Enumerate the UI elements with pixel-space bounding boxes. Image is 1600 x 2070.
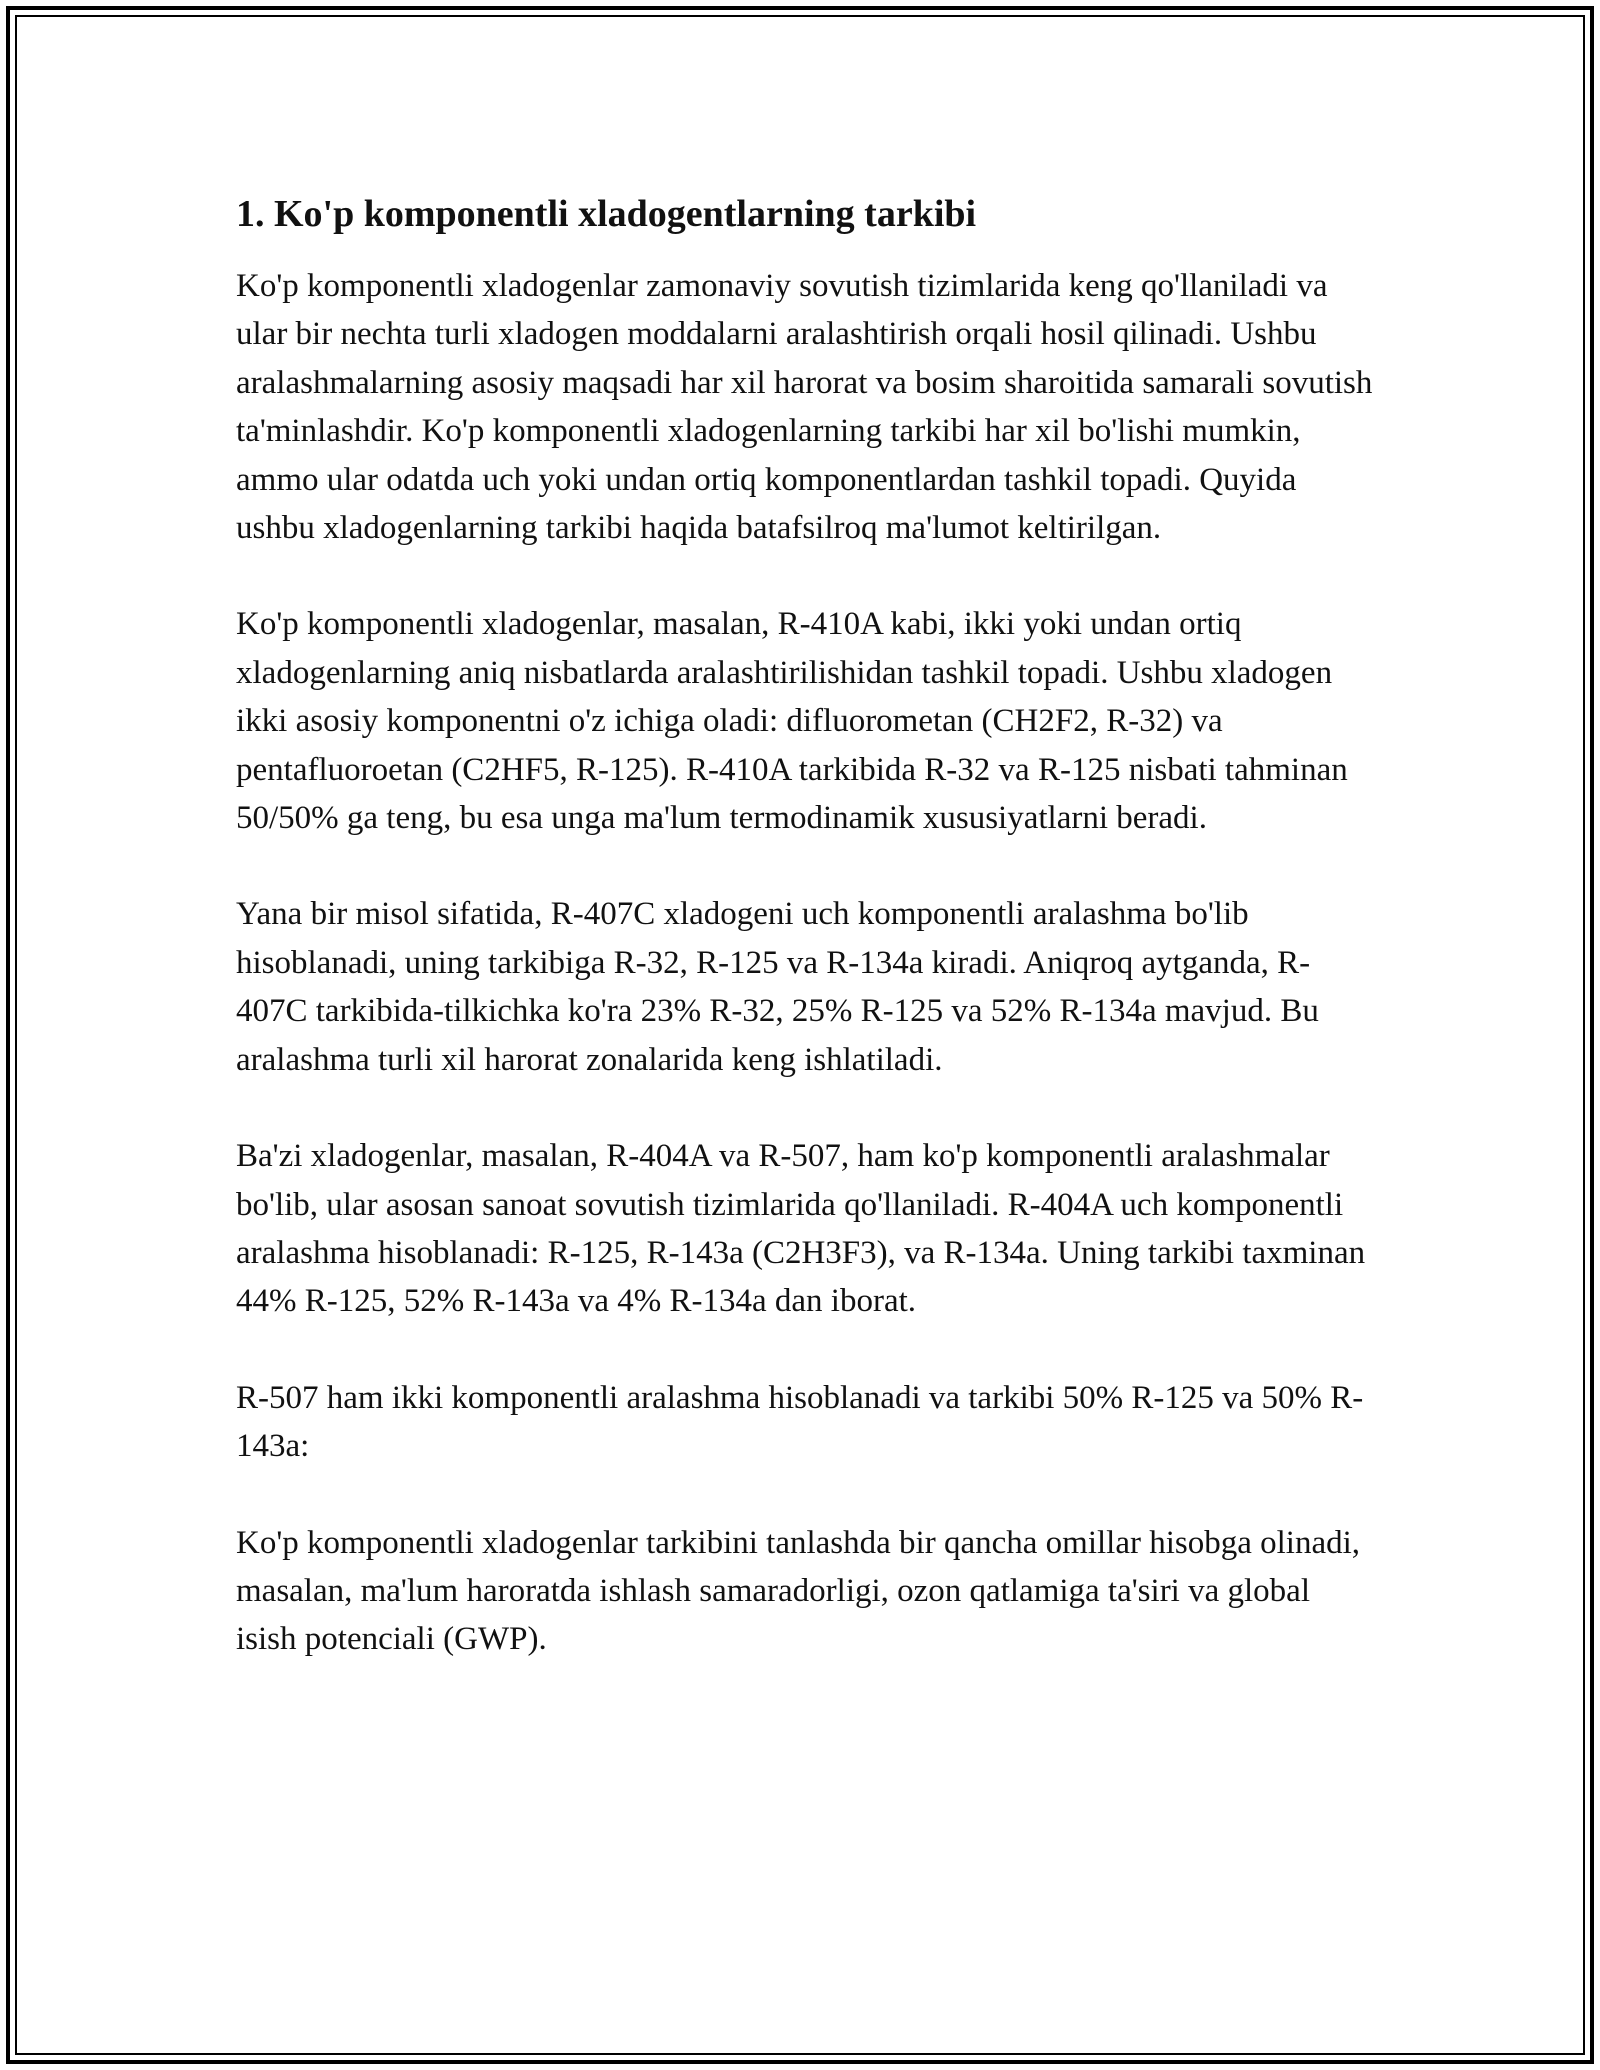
document-body (236, 188, 1376, 1712)
paragraph-r507: R-507 ham ikki komponentli aralashma hisoblanadi va tarkibi 50% R-125 va 50% R-143a: (236, 1379, 1364, 1465)
paragraph-r404a: Ba'zi xladogenlar, masalan, R-404A va R-507, ham ko'p komponentli aralashmalar bo'lib, ular asosan sanoat sovutish tizimlarida qo'llaniladi. R-404A uch komponentli aralashma hisoblanadi: R-125, R-143a (C2H3F3), va R-134a. Uning tarkibi taxminan 44% R-125, 52% R-143a va 4% R-134a dan iborat. (236, 1138, 1366, 1320)
paragraph-r407c: Yana bir misol sifatida, R-407C xladogeni uch komponentli aralashma bo'lib hisoblanadi, uning tarkibiga R-32, R-125 va R-134a kiradi. Aniqroq aytganda, R-407C tarkibida-tilkichka ko'ra 23% R-32, 25% R-125 va 52% R-134a mavjud. Bu aralashma turli xil harorat zonalarida keng ishlatiladi. (236, 896, 1319, 1078)
paragraph-selection-factors: Ko'p komponentli xladogenlar tarkibini tanlashda bir qancha omillar hisobga olinadi, masalan, ma'lum haroratda ishlash samaradorligi, ozon qatlamiga ta'siri va global isish potenciali (GWP). (236, 1524, 1361, 1658)
paragraph-intro: Ko'p komponentli xladogenlar zamonaviy sovutish tizimlarida keng qo'llaniladi va ular bir nechta turli xladogen moddalarni aralashtirish orqali hosil qilinadi. Ushbu aralashmalarning asosiy maqsadi har xil harorat va bosim sharoitida samarali sovutish ta'minlashdir. Ko'p komponentli xladogenlarning tarkibi har xil bo'lishi mumkin, ammo ular odatda uch yoki undan ortiq komponentlardan tashkil topadi. Quyida ushbu xladogenlarning tarkibi haqida batafsilroq ma'lumot keltirilgan. (236, 268, 1373, 547)
section-heading: 1. Ko'p komponentli xladogentlarning tarkibi (236, 193, 977, 235)
paragraph-r410a: Ko'p komponentli xladogenlar, masalan, R-410A kabi, ikki yoki undan ortiq xladogenlarning aniq nisbatlarda aralashtirilishidan tashkil topadi. Ushbu xladogen ikki asosiy komponentni o'z ichiga oladi: difluorometan (CH2F2, R-32) va pentafluoroetan (C2HF5, R-125). R-410A tarkibida R-32 va R-125 nisbati tahminan 50/50% ga teng, bu esa unga ma'lum termodinamik xususiyatlarni beradi. (236, 606, 1348, 837)
